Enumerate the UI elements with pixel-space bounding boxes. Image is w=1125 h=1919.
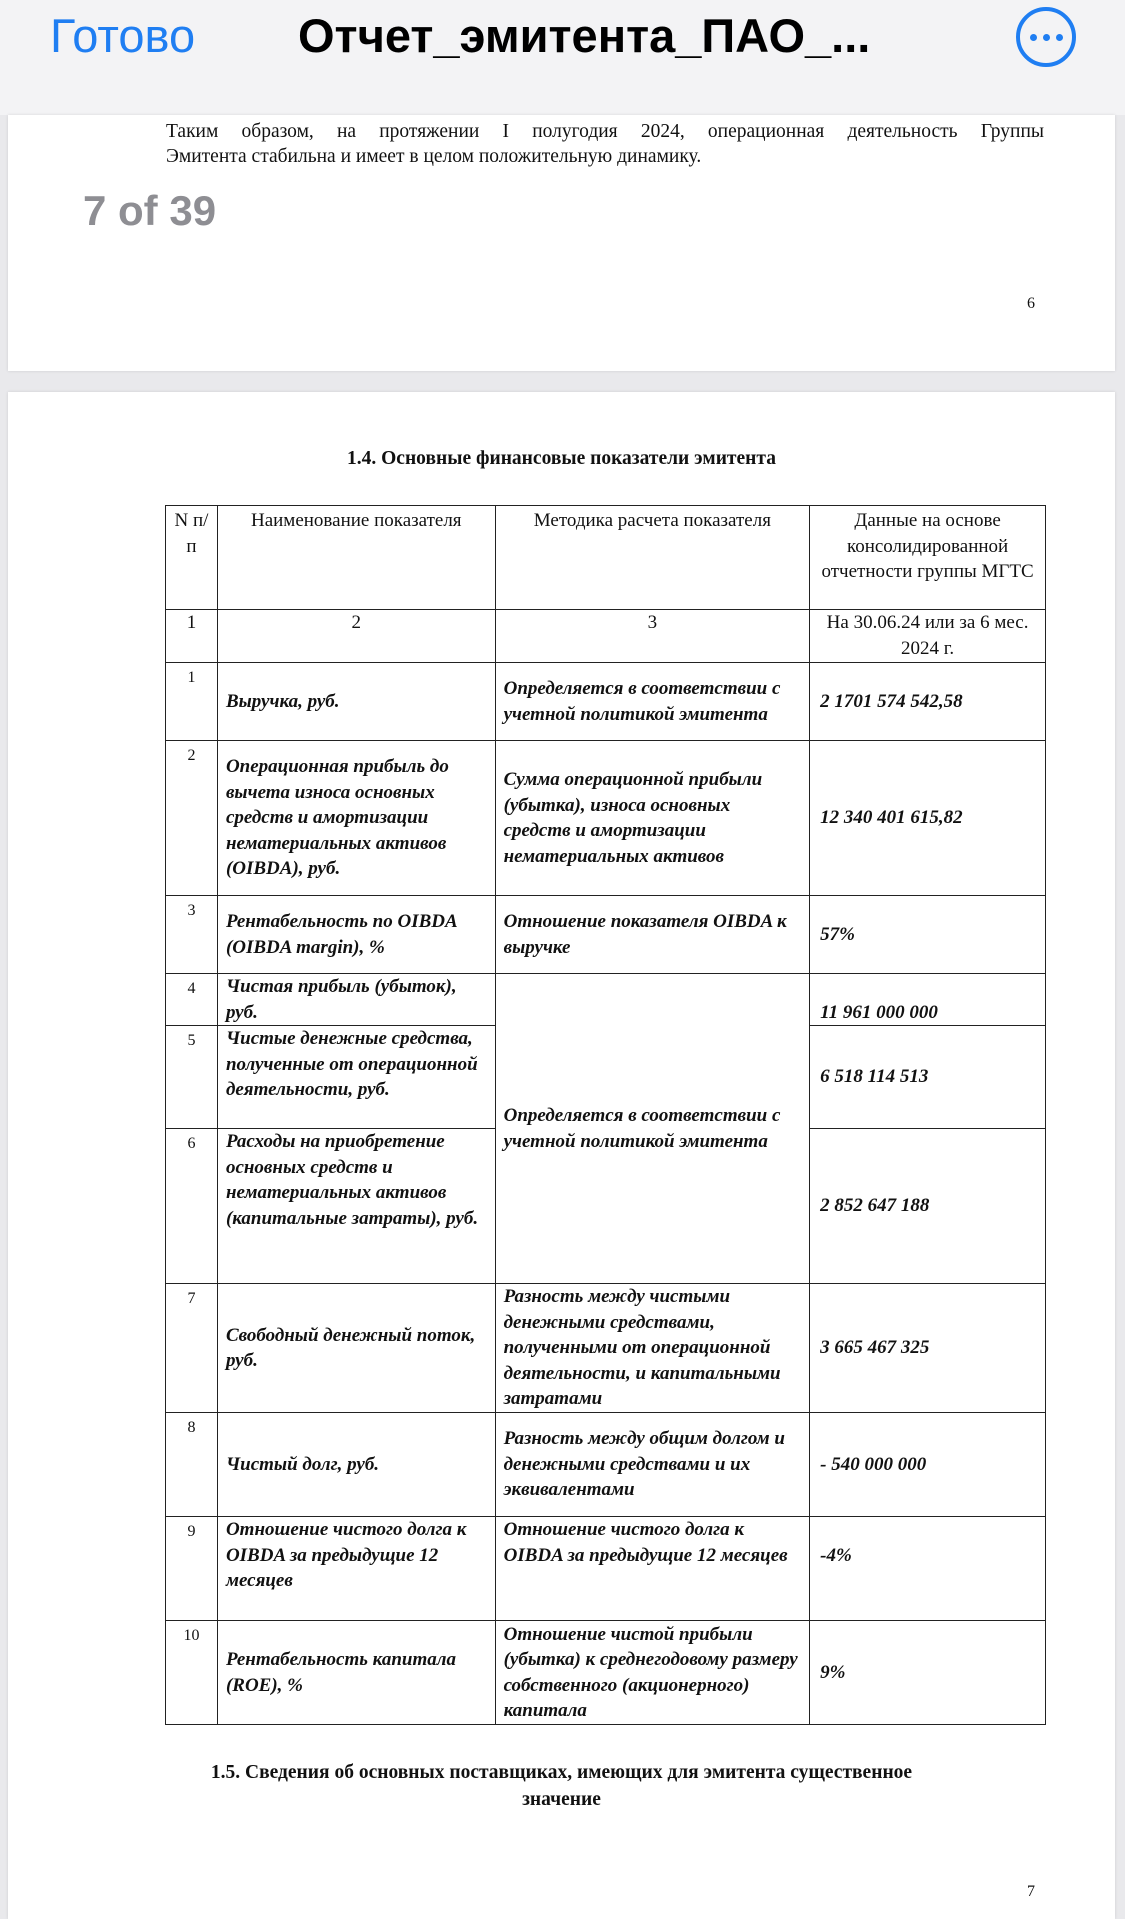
row-number: 2 — [166, 741, 218, 896]
document-title: Отчет_эмитента_ПАО_... — [298, 9, 871, 62]
indicator-name: Отношение чистого долга к OIBDA за предыдущие 12 месяцев — [217, 1517, 495, 1621]
calculation-method: Отношение чистой прибыли (убытка) к среднегодовому размеру собственного (акционерного) капитала — [495, 1621, 810, 1725]
subheader-num: 1 — [166, 610, 218, 663]
indicator-value: -4% — [810, 1517, 1046, 1621]
header-data: Данные на основе консолидированной отчетности группы МГТС — [810, 506, 1046, 610]
calculation-method: Определяется в соответствии с учетной политикой эмитента — [495, 663, 810, 741]
subheader-data: На 30.06.24 или за 6 мес. 2024 г. — [810, 610, 1046, 663]
indicator-value: 57% — [810, 896, 1046, 974]
table-row — [166, 1621, 1046, 1725]
indicator-name: Чистая прибыль (убыток), руб. — [217, 974, 495, 1026]
indicator-name: Свободный денежный поток, руб. — [217, 1284, 495, 1413]
dot — [1056, 34, 1063, 41]
dot — [1043, 34, 1050, 41]
financial-indicators-table — [165, 505, 1046, 1725]
table-row — [166, 974, 1046, 1026]
table-row — [166, 896, 1046, 974]
subheader-name: 2 — [217, 610, 495, 663]
done-button[interactable]: Готово — [50, 9, 196, 62]
row-number: 3 — [166, 896, 218, 974]
ellipsis-circle-icon[interactable] — [1016, 7, 1076, 67]
page-number: 6 — [1027, 295, 1035, 312]
table-subheader-row — [166, 610, 1046, 663]
paragraph-line: Эмитента стабильна и имеет в целом положительную динамику. — [166, 146, 702, 167]
indicator-value: 6 518 114 513 — [810, 1026, 1046, 1129]
indicator-name: Рентабельность капитала (ROE), % — [217, 1621, 495, 1725]
indicator-value: 11 961 000 000 — [810, 974, 1046, 1026]
paragraph-line: Таким образом, на протяжении I полугодия 2024, операционная деятельность Группы — [166, 121, 1044, 142]
calculation-method: Отношение чистого долга к OIBDA за предыдущие 12 месяцев — [495, 1517, 810, 1621]
top-navigation-bar — [0, 0, 1125, 115]
indicator-name: Чистые денежные средства, полученные от операционной деятельности, руб. — [217, 1026, 495, 1129]
page-number: 7 — [1027, 1883, 1035, 1900]
calculation-method: Сумма операционной прибыли (убытка), износа основных средств и амортизации нематериальных активов — [495, 741, 810, 896]
indicator-name: Чистый долг, руб. — [217, 1413, 495, 1517]
document-page-7 — [8, 392, 1115, 1919]
calculation-method: Определяется в соответствии с учетной политикой эмитента — [495, 974, 810, 1284]
section-title — [8, 1759, 1115, 1813]
section-title-line: 1.5. Сведения об основных поставщиках, имеющих для эмитента существенное — [210, 1762, 913, 1783]
table-row — [166, 1413, 1046, 1517]
row-number: 1 — [166, 663, 218, 741]
calculation-method: Разность между чистыми денежными средствами, полученными от операционной деятельности, и капитальными затратами — [495, 1284, 810, 1413]
indicator-value: 3 665 467 325 — [810, 1284, 1046, 1413]
table-row — [166, 1517, 1046, 1621]
header-method: Методика расчета показателя — [495, 506, 810, 610]
indicator-name: Рентабельность по OIBDA (OIBDA margin), % — [217, 896, 495, 974]
indicator-name: Выручка, руб. — [217, 663, 495, 741]
table-row — [166, 1284, 1046, 1413]
indicator-value: 2 852 647 188 — [810, 1129, 1046, 1284]
indicator-value: 2 1701 574 542,58 — [810, 663, 1046, 741]
page-indicator: 7 of 39 — [83, 187, 217, 234]
row-number: 8 — [166, 1413, 218, 1517]
indicator-name: Операционная прибыль до вычета износа основных средств и амортизации нематериальных активов (OIBDA), руб. — [217, 741, 495, 896]
subheader-method: 3 — [495, 610, 810, 663]
row-number: 5 — [166, 1026, 218, 1129]
indicator-value: 12 340 401 615,82 — [810, 741, 1046, 896]
row-number: 4 — [166, 974, 218, 1026]
header-name: Наименование показателя — [217, 506, 495, 610]
table-row — [166, 741, 1046, 896]
table-row — [166, 663, 1046, 741]
indicator-value: 9% — [810, 1621, 1046, 1725]
document-page-6 — [8, 115, 1115, 371]
header-num: N п/п — [166, 506, 218, 610]
dot — [1030, 34, 1037, 41]
page-6-paragraph — [166, 119, 1044, 169]
section-title: 1.4. Основные финансовые показатели эмитента — [347, 448, 776, 469]
section-title-line: значение — [522, 1789, 601, 1810]
calculation-method: Разность между общим долгом и денежными средствами и их эквивалентами — [495, 1413, 810, 1517]
table-header-row — [166, 506, 1046, 610]
indicator-name: Расходы на приобретение основных средств и нематериальных активов (капитальные затраты), руб. — [217, 1129, 495, 1284]
row-number: 10 — [166, 1621, 218, 1725]
calculation-method: Отношение показателя OIBDA к выручке — [495, 896, 810, 974]
row-number: 7 — [166, 1284, 218, 1413]
indicator-value: - 540 000 000 — [810, 1413, 1046, 1517]
row-number: 6 — [166, 1129, 218, 1284]
row-number: 9 — [166, 1517, 218, 1621]
